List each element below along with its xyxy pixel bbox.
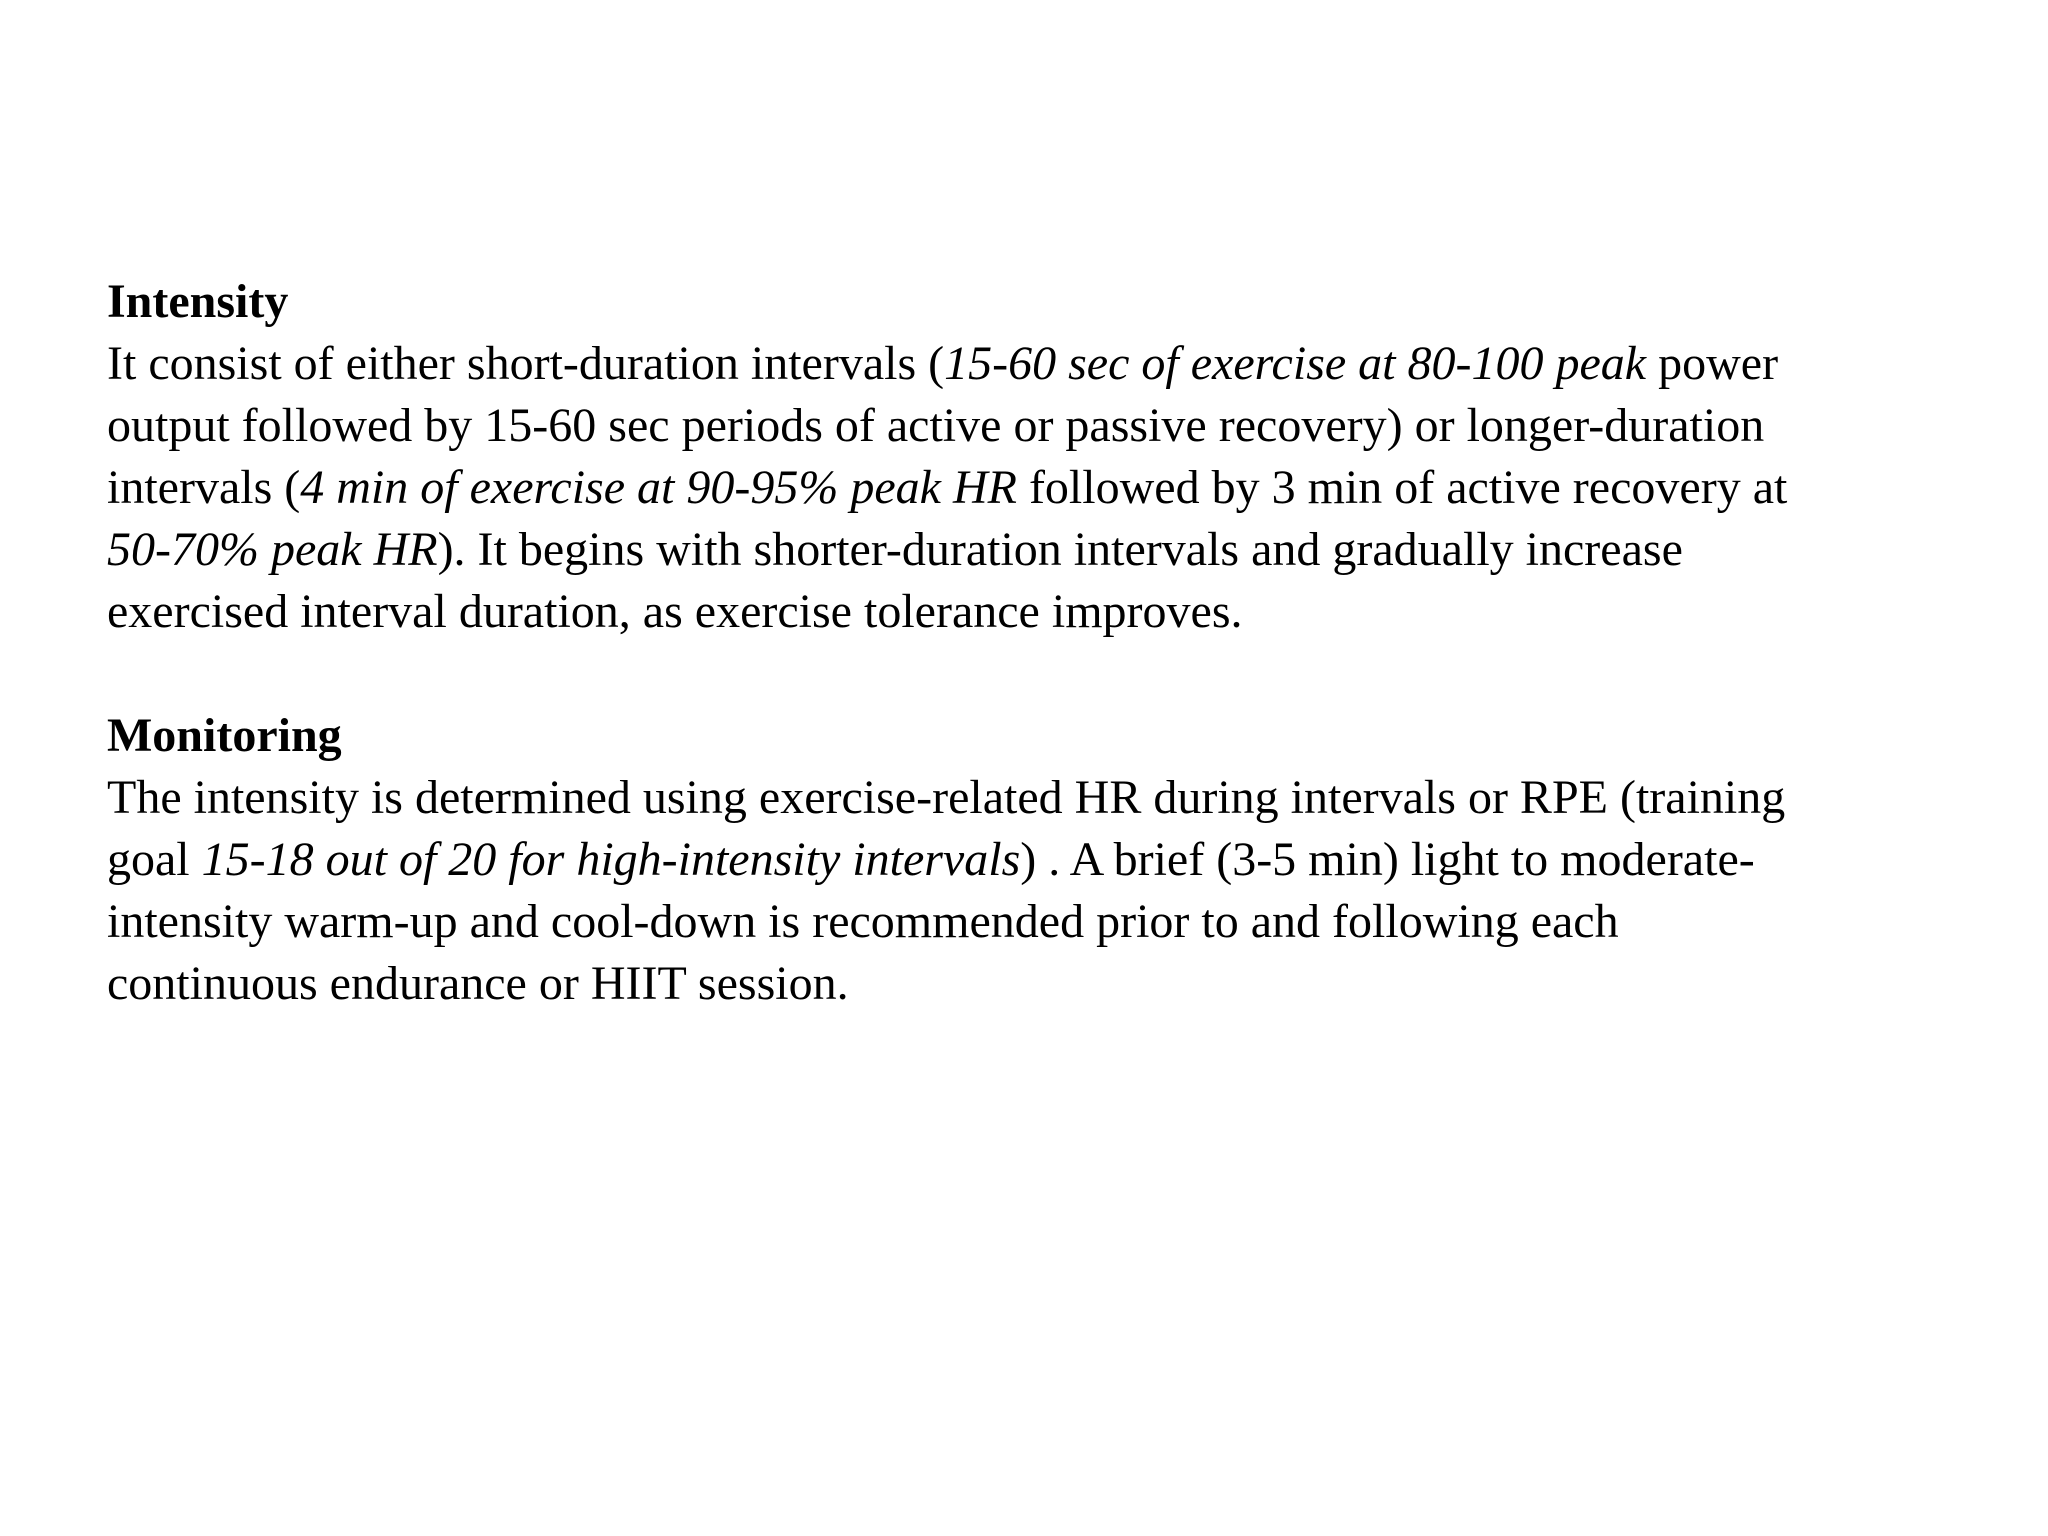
italic-text-run: 4 min of exercise at 90-95% peak HR <box>300 461 1017 514</box>
text-run: continuous endurance or HIIT session. <box>107 957 849 1010</box>
section-intensity <box>107 271 1987 643</box>
paragraph-line <box>107 457 1987 519</box>
text-run: goal <box>107 833 202 886</box>
paragraph-line <box>107 891 1987 953</box>
text-run: The intensity is determined using exercise-related HR during intervals or RPE (training <box>107 771 1786 824</box>
italic-text-run: 50-70% peak HR <box>107 523 438 576</box>
text-run: intensity warm-up and cool-down is recommended prior to and following each <box>107 895 1619 948</box>
text-run: exercised interval duration, as exercise tolerance improves. <box>107 585 1243 638</box>
paragraph-line <box>107 581 1987 643</box>
section-monitoring <box>107 705 1987 1015</box>
document-body <box>107 271 1987 1015</box>
section-paragraph <box>107 767 1987 1015</box>
text-run: power <box>1646 337 1779 390</box>
text-run: followed by 3 min of active recovery at <box>1016 461 1788 514</box>
section-heading: Intensity <box>107 275 289 328</box>
text-run: ). It begins with shorter-duration intervals and gradually increase <box>437 523 1683 576</box>
text-run: ) . A brief (3-5 min) light to moderate- <box>1020 833 1755 886</box>
paragraph-line <box>107 519 1987 581</box>
text-run: It consist of either short-duration intervals ( <box>107 337 945 390</box>
text-run: intervals ( <box>107 461 301 514</box>
italic-text-run: 15-18 out of 20 for high-intensity intervals <box>201 833 1021 886</box>
section-paragraph <box>107 333 1987 643</box>
paragraph-line <box>107 395 1987 457</box>
italic-text-run: 15-60 sec of exercise at 80-100 peak <box>944 337 1647 390</box>
paragraph-line <box>107 767 1987 829</box>
text-run: output followed by 15-60 sec periods of active or passive recovery) or longer-duration <box>107 399 1765 452</box>
section-heading: Monitoring <box>107 709 342 762</box>
paragraph-line <box>107 953 1987 1015</box>
paragraph-line <box>107 333 1987 395</box>
paragraph-line <box>107 829 1987 891</box>
